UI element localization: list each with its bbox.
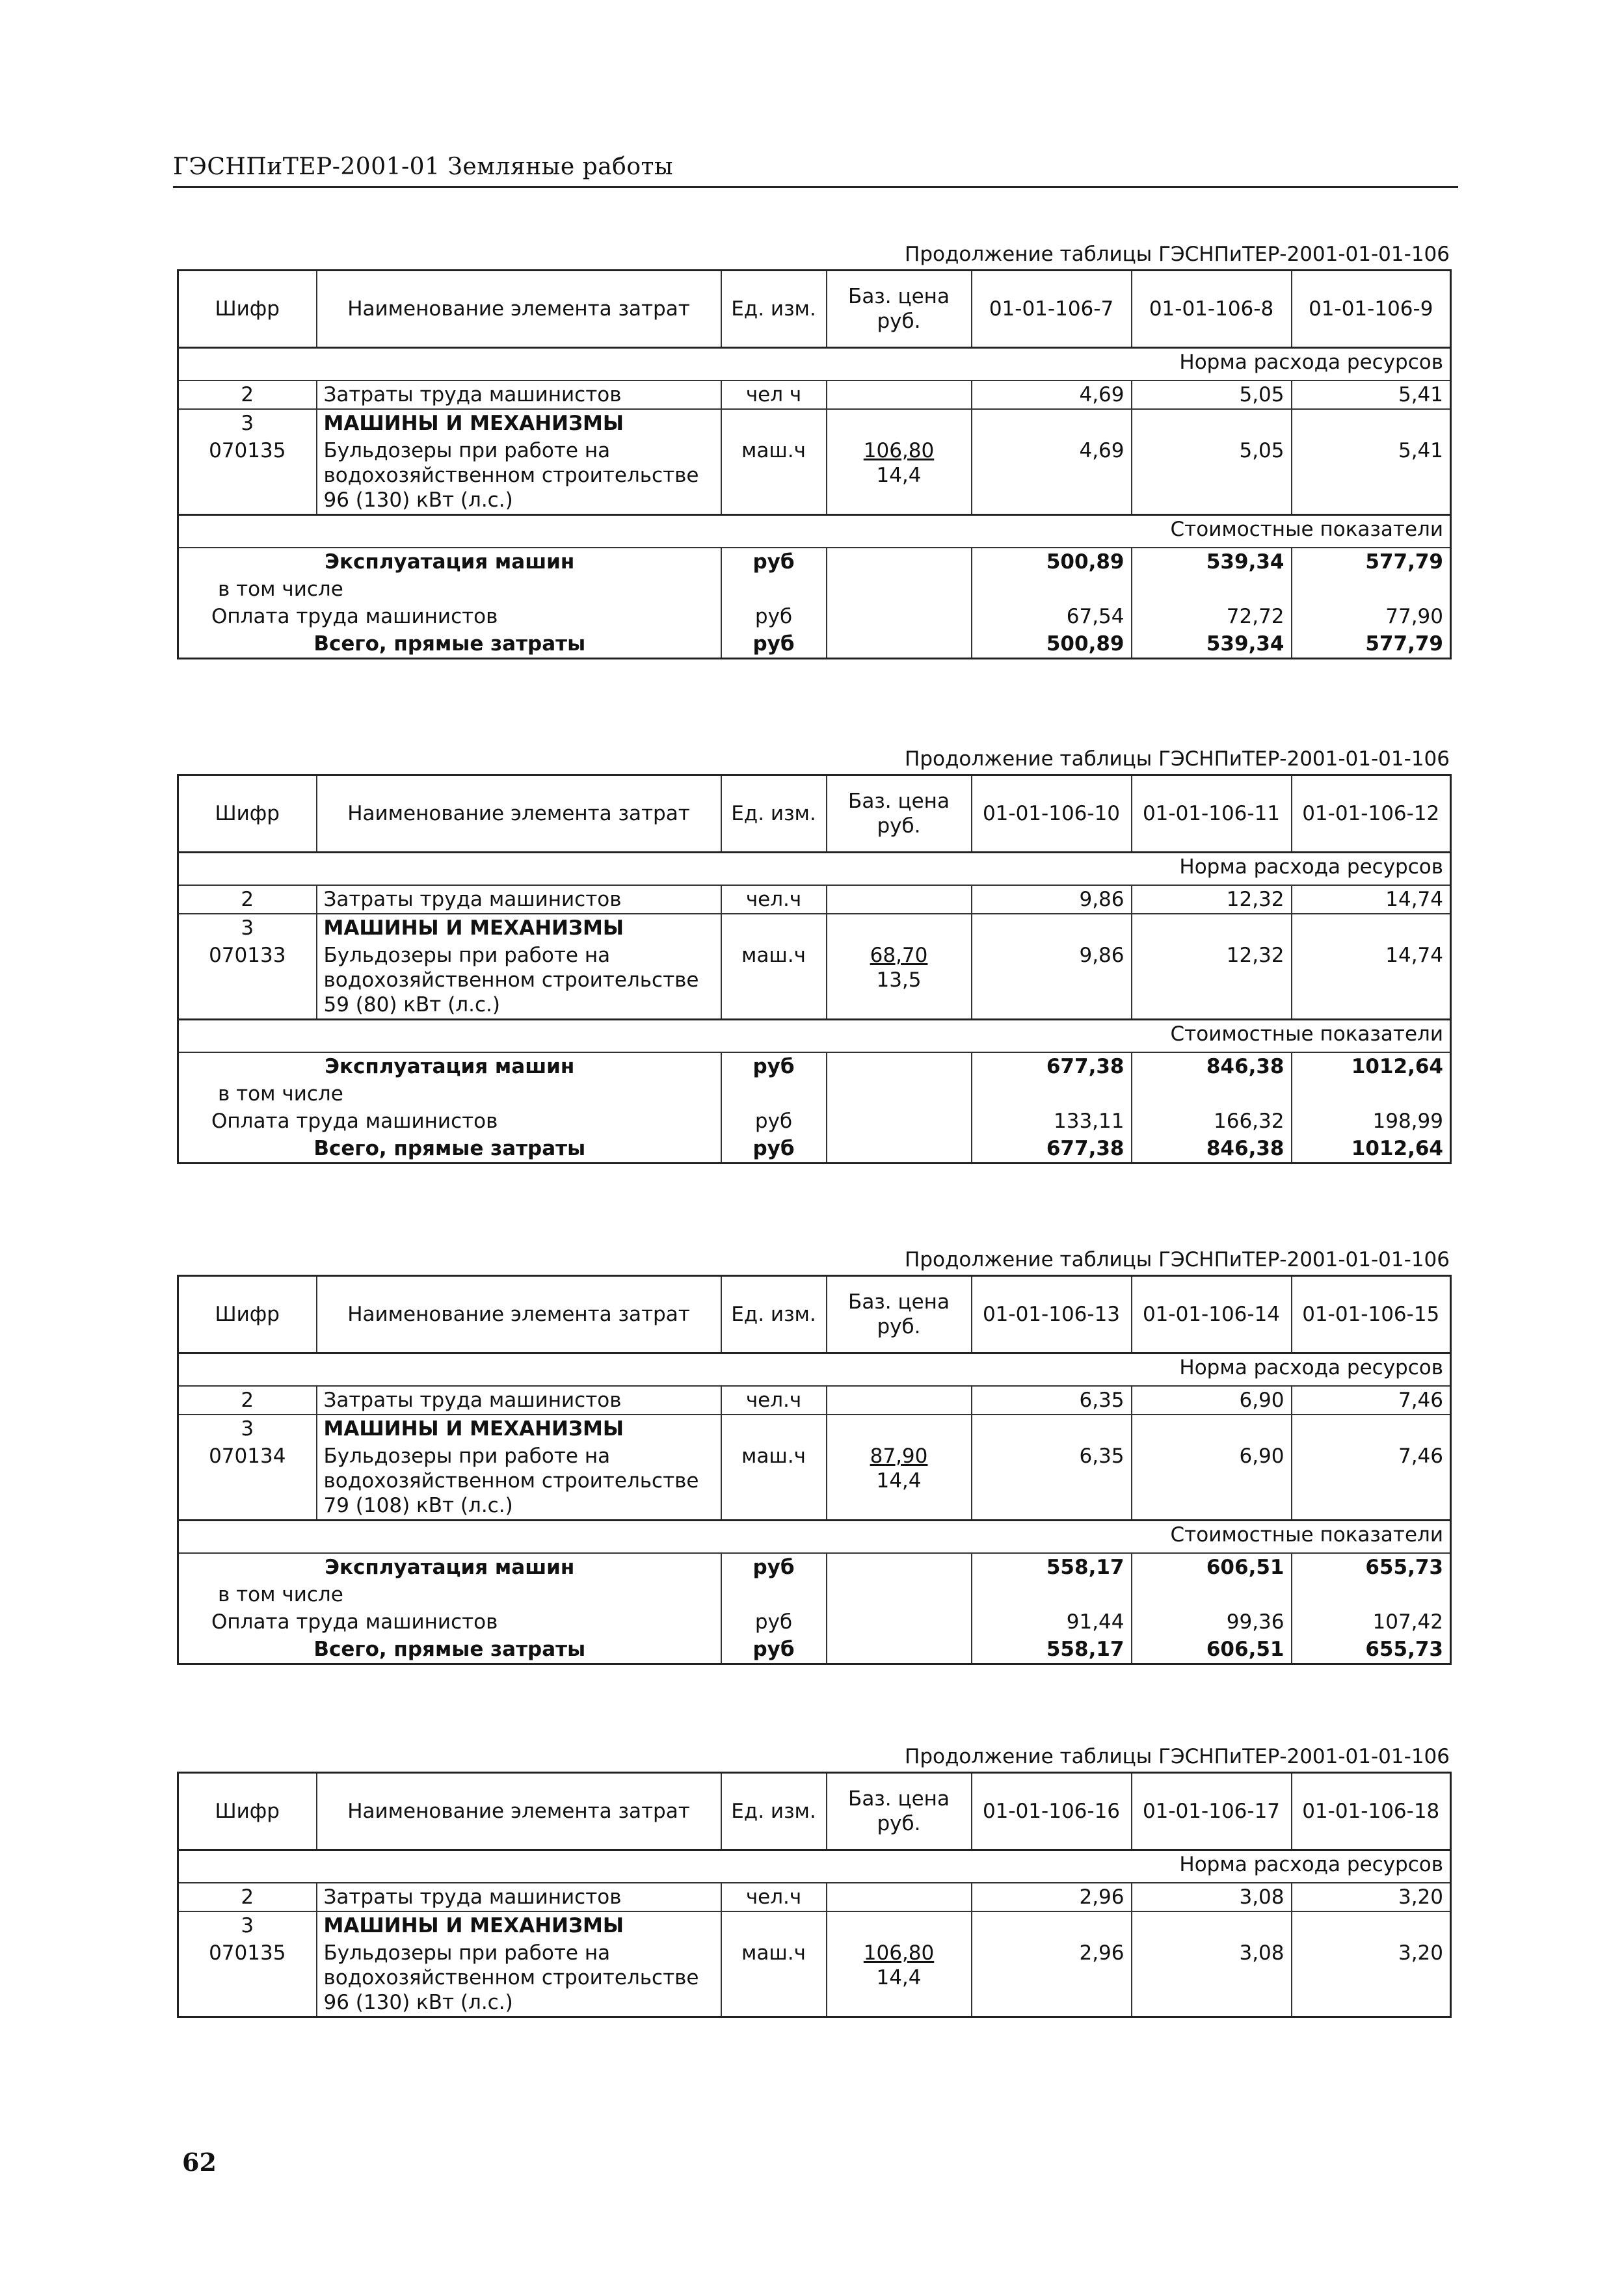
table-block-2 [177, 747, 1450, 1164]
incl-row: в том числе [178, 1581, 1451, 1608]
machines-heading-row: 3 МАШИНЫ И МЕХАНИЗМЫ [178, 409, 1451, 437]
header-row [178, 271, 1451, 348]
table-block-3 [177, 1247, 1450, 1665]
exploit-row: Эксплуатация машин руб 558,17 606,51 655,73 [178, 1553, 1451, 1581]
total-row: Всего, прямые затраты руб 677,38 846,38 1012,64 [178, 1135, 1451, 1164]
resource-table [177, 774, 1452, 1164]
table-block-1 [177, 242, 1450, 659]
cost-band-row: Стоимостные показатели [178, 1521, 1451, 1554]
machines-heading-row: 3 МАШИНЫ И МЕХАНИЗМЫ [178, 1911, 1451, 1939]
machine-row: 070135 Бульдозеры при работе на водохозяйственном строительстве 96 (130) кВт (л.с.) маш.ч 106,80 14,4 4,69 5,05 5,41 [178, 437, 1451, 515]
table-caption: Продолжение таблицы ГЭСНПиТЕР-2001-01-01-106 [905, 747, 1450, 771]
norm-band-label: Норма расхода ресурсов [178, 348, 1451, 381]
total-row: Всего, прямые затраты руб 558,17 606,51 655,73 [178, 1636, 1451, 1664]
labor-row: 2 Затраты труда машинистов чел.ч 9,86 12,32 14,74 [178, 885, 1451, 914]
pay-row: Оплата труда машинистов руб 67,54 72,72 77,90 [178, 603, 1451, 630]
total-row: Всего, прямые затраты руб 500,89 539,34 577,79 [178, 630, 1451, 659]
header-rule [173, 186, 1458, 188]
norm-band-row: Норма расхода ресурсов [178, 1850, 1451, 1883]
table-caption: Продолжение таблицы ГЭСНПиТЕР-2001-01-01-106 [905, 243, 1450, 266]
norm-band-row: Норма расхода ресурсов [178, 1353, 1451, 1387]
exploit-row: Эксплуатация машин руб 677,38 846,38 1012,64 [178, 1052, 1451, 1080]
incl-row: в том числе [178, 576, 1451, 603]
norm-band-row [178, 348, 1451, 381]
labor-row: 2 Затраты труда машинистов чел ч 4,69 5,05 5,41 [178, 380, 1451, 409]
machine-row: 070134 Бульдозеры при работе на водохозяйственном строительстве 79 (108) кВт (л.с.) маш.ч 87,90 14,4 6,35 6,90 7,46 [178, 1443, 1451, 1521]
machine-row: 070133 Бульдозеры при работе на водохозяйственном строительстве 59 (80) кВт (л.с.) маш.ч 68,70 13,5 9,86 12,32 14,74 [178, 942, 1451, 1020]
col-header-b: 01-01-106-8 [1132, 271, 1292, 348]
header-row: Шифр Наименование элемента затрат Ед. изм. Баз. цена руб. 01-01-106-13 01-01-106-14 01-01-106-15 [178, 1276, 1451, 1353]
resource-table [177, 1275, 1452, 1665]
resource-table [177, 1772, 1452, 2018]
col-name-header: Наименование элемента затрат [317, 271, 721, 348]
pay-row: Оплата труда машинистов руб 91,44 99,36 107,42 [178, 1608, 1451, 1636]
resource-table [177, 269, 1452, 659]
cost-band-row: Стоимостные показатели [178, 1020, 1451, 1053]
table-caption: Продолжение таблицы ГЭСНПиТЕР-2001-01-01-106 [905, 1248, 1450, 1271]
machines-heading-row: 3 МАШИНЫ И МЕХАНИЗМЫ [178, 1415, 1451, 1443]
table-caption: Продолжение таблицы ГЭСНПиТЕР-2001-01-01-106 [905, 1745, 1450, 1768]
page-header: ГЭСНПиТЕР-2001-01 Земляные работы [173, 153, 674, 180]
col-price-header: Баз. цена руб. [827, 271, 972, 348]
machines-heading-row: 3 МАШИНЫ И МЕХАНИЗМЫ [178, 914, 1451, 942]
pay-row: Оплата труда машинистов руб 133,11 166,32 198,99 [178, 1108, 1451, 1135]
col-header-a: 01-01-106-7 [972, 271, 1132, 348]
page-number: 62 [182, 2148, 217, 2177]
norm-band-row: Норма расхода ресурсов [178, 853, 1451, 886]
exploit-row: Эксплуатация машин руб 500,89 539,34 577,79 [178, 548, 1451, 576]
cost-band-row: Стоимостные показатели [178, 515, 1451, 548]
table-block-4 [177, 1744, 1450, 2018]
incl-row: в том числе [178, 1080, 1451, 1108]
col-header-c: 01-01-106-9 [1292, 271, 1451, 348]
col-unit-header: Ед. изм. [721, 271, 827, 348]
labor-row: 2 Затраты труда машинистов чел.ч 2,96 3,08 3,20 [178, 1883, 1451, 1911]
machine-row: 070135 Бульдозеры при работе на водохозяйственном строительстве 96 (130) кВт (л.с.) маш.ч 106,80 14,4 2,96 3,08 3,20 [178, 1939, 1451, 2017]
labor-row: 2 Затраты труда машинистов чел.ч 6,35 6,90 7,46 [178, 1386, 1451, 1415]
col-code-header: Шифр [178, 271, 317, 348]
header-row: Шифр Наименование элемента затрат Ед. изм. Баз. цена руб. 01-01-106-16 01-01-106-17 01-01-106-18 [178, 1773, 1451, 1850]
header-row: Шифр Наименование элемента затрат Ед. изм. Баз. цена руб. 01-01-106-10 01-01-106-11 01-01-106-12 [178, 775, 1451, 853]
